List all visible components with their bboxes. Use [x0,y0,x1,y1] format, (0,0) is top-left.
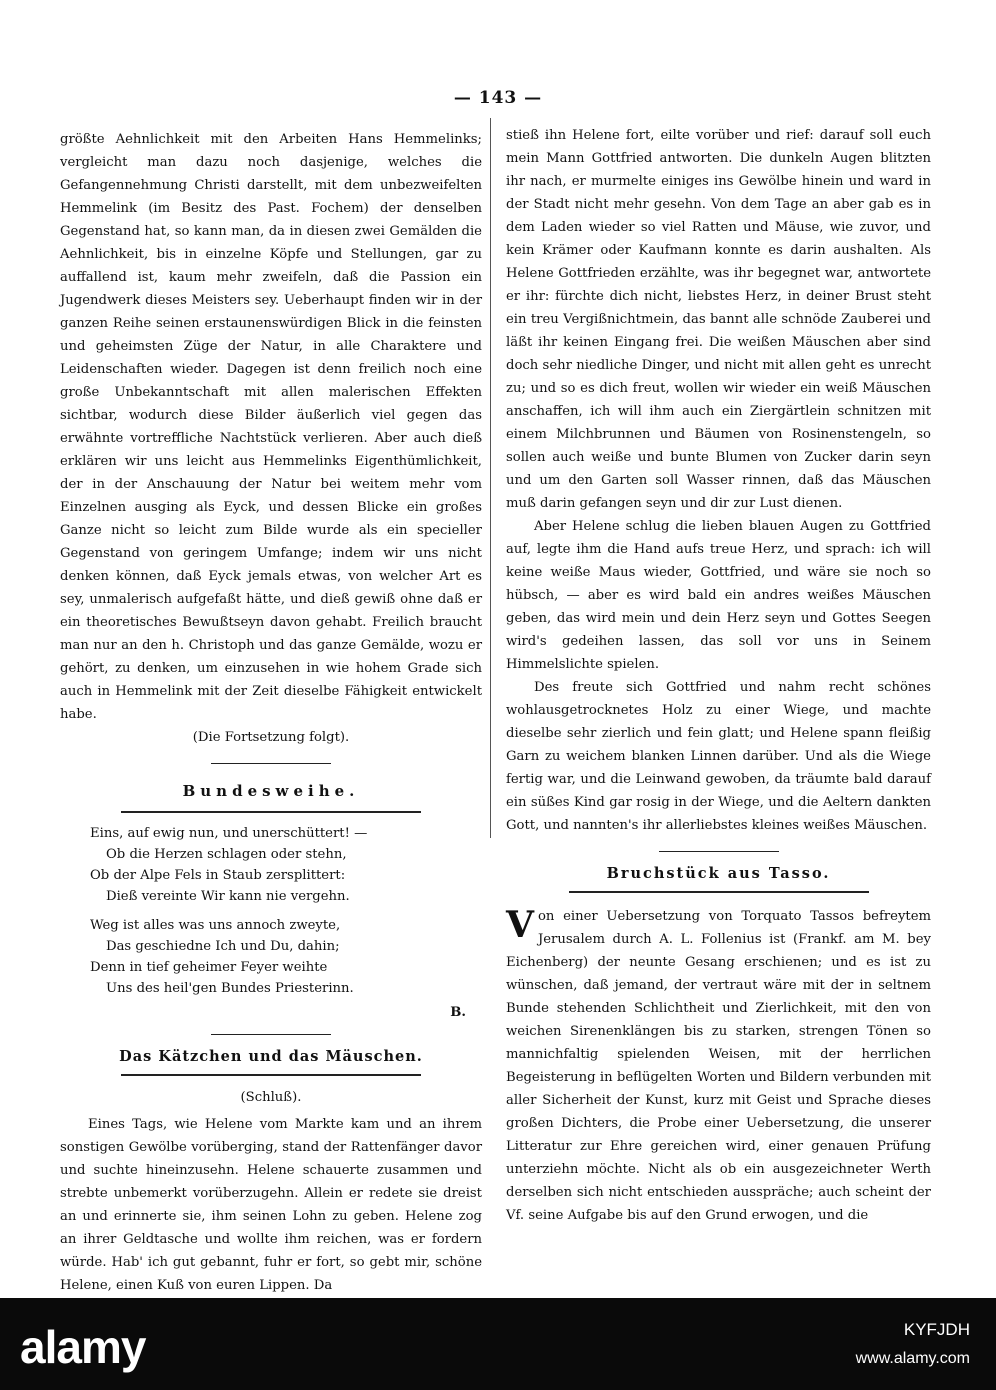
site-url: www.alamy.com [855,1350,970,1367]
verse-line: Das geschiedne Ich und Du, dahin; [106,939,340,954]
verse-line: Ob die Herzen schlagen oder stehn, [106,847,347,862]
story-subtitle: (Schluß). [240,1090,302,1105]
left-paragraph-1: größte Aehnlichkeit mit den Arbeiten Hans Hemmelinks; vergleicht man dazu noch dasjenige, welches die Gefangennehmung Christi darstellt, mit dem unbezweifelten Hemmelink (im Besitz des Past. Fochem) der denselben Gegenstand hat, so kann man, da in diesen zwei Gemälden die Aehnlichkeit, bis in einzelne Köpfe und Stellungen, gar zu auffallend ist, kaum mehr zweifeln, daß die Passion ein Jugendwerk dieses Meisters sey. Ueberhaupt finden wir in der ganzen Reihe seinen erstaunenswürdigen Blick in die feinsten und geheimsten Züge der Natur, in alle Charaktere und Leidenschaften wieder. Dagegen ist denn freilich noch eine große Unbekanntschaft mit allen malerischen Effekten sichtbar, wodurch diese Bilder äußerlich viel gegen das erwähnte vortreffliche Nachtstück verlieren. Aber auch dieß erklären wir uns leicht aus Hemmelinks Eigenthümlichkeit, der in der Anschauung der Natur bei weitem mehr vom Einzelnen ausging als Eyck, und dessen Blicke ein großes Ganze nicht so leicht zum Bilde wurde als ein specieller Gegenstand von geringem Umfange; indem wir uns nicht denken können, daß Eyck jemals etwas, von welcher Art es sey, unmalerisch aufgefaßt hätte, und dieß gewiß ohne daß er ein theoretisches Bewußtseyn davon gehabt. Freilich braucht man nur an den h. Christoph und das ganze Gemälde, wozu er gehört, zu denken, um einzusehen in wie hohem Grade sich auch in Hemmelink mit der Zeit dieselbe Fähigkeit entwickelt habe. [60,132,482,722]
section-rule [211,763,331,764]
verse-line: Weg ist alles was uns annoch zweyte, [90,918,341,933]
verse-line: Dieß vereinte Wir kann nie vergehn. [106,889,350,904]
page-number: — 143 — [453,88,543,108]
title-rule [569,891,869,893]
right-column [506,124,931,1227]
alamy-logo: alamy [20,1321,146,1373]
continuation-note: (Die Fortsetzung folgt). [192,730,350,745]
drop-cap: V [506,904,534,946]
verse-line: Uns des heil'gen Bundes Priesterinn. [106,981,354,996]
title-rule [121,1074,421,1076]
poem-title: Bundesweihe. [182,782,360,800]
left-column [60,128,482,1297]
column-divider [490,118,491,838]
section-title: Bruchstück aus Tasso. [606,865,831,882]
section-rule [659,851,779,852]
watermark-footer [0,1298,996,1390]
right-paragraph-1: stieß ihn Helene fort, eilte vorüber und rief: darauf soll euch mein Mann Gottfried antworten. Die dunkeln Augen blitzten ihr nach, er murmelte einiges ins Gewölbe hinein und ward in der Stadt nicht mehr gesehn. Von dem Tage an aber gab es in dem Laden wieder so viel Ratten und Mäuse, wie zuvor, und kein Krämer oder Kaufmann konnte es darin aushalten. Als Helene Gottfrieden erzählte, was ihr begegnet war, antwortete er ihr: fürchte dich nicht, liebstes Herz, in deiner Brust steht ein treu Vergißnichtmein, das bannt alle schnöde Zauberei und läßt ihr keinen Eingang frei. Die weißen Mäuschen aber sind doch sehr niedliche Dinger, und nicht mit allen geht es unrecht zu; und so es dich freut, wollen wir wieder ein weiß Mäuschen anschaffen, ich will ihm auch ein Ziergärtlein schnitzen mit einem Milchbrunnen und Bäumen von Rosinenstengeln, so sollen auch weiße und bunte Blumen von Zucker darin seyn und um den Garten soll Wasser rinnen, daß das Mäuschen muß darin gefangen seyn und dir zur Lust dienen. [506,128,931,511]
left-paragraph-2: Eines Tags, wie Helene vom Markte kam und an ihrem sonstigen Gewölbe vorüberging, stand der Rattenfänger davor und suchte hineinzusehn. Helene schauerte zusammen und strebte unbemerkt vorüberzugehn. Allein er redete sie dreist an und erinnerte sie, ihm seinen Lohn zu geben. Helene zog an ihrer Geldtasche und wollte ihm reichen, was er fordern würde. Hab' ich gut gebannt, fuhr er fort, so gebt mir, schöne Helene, einen Kuß von euren Lippen. Da [60,1117,482,1293]
verse-line: Denn in tief geheimer Feyer weihte [90,960,328,975]
stanza-1 [90,823,482,907]
right-paragraph-4: on einer Uebersetzung von Torquato Tassos befreytem Jerusalem durch A. L. Follenius ist (Frankf. am M. bey Eichenberg) der neunte Gesang erschienen; und es ist zu wünschen, daß jemand, der vertraut wäre mit der in seltnem Bunde stehenden Schlichtheit und Zierlichkeit, mit den von weichen Sirenenklängen bis zu starken, strengen Tönen so mannichfaltig spielenden Weisen, mit der herrlichen Begeisterung in beflügelten Worten und Bildern verbunden mit aller Sicherheit der Kunst, kurz mit Geist und Sprache dieses großen Dichters, die Probe einer Uebersetzung, die unserer Litteratur zur Ehre gereichen wird, einer genauen Prüfung unterziehn möchte. Nicht als ob ein ausgezeichneter Werth derselben sich nicht entschieden ausspräche; auch scheint der Vf. seine Aufgabe bis auf den Grund erwogen, und die [506,909,931,1223]
stanza-2 [90,915,482,999]
verse-line: Ob der Alpe Fels in Staub zersplittert: [90,868,346,883]
section-rule [211,1034,331,1035]
right-paragraph-2: Aber Helene schlug die lieben blauen Augen zu Gottfried auf, legte ihm die Hand aufs treue Herz, und sprach: ich will keine weiße Maus wieder, Gottfried, und wäre sie noch so hübsch, — aber es wird bald ein andres weißes Mäuschen geben, das wird mein und dein Herz seyn und Gottes Seegen wird's gedeihen lassen, das soll vor uns in Seinem Himmelslichte spielen. [506,519,931,672]
verse-line: Eins, auf ewig nun, und unerschüttert! — [90,826,368,841]
title-rule [121,811,421,813]
image-id: KYFJDH [903,1320,970,1339]
right-paragraph-3: Des freute sich Gottfried und nahm recht schönes wohlausgetrocknetes Holz zu einer Wiege, und machte dieselbe sehr zierlich und fein glatt; und Helene spann fleißig Garn zu weichem blanken Linnen darüber. Und als die Wiege fertig war, und die Leinwand gewoben, da träumte bald darauf ein süßes Kind gar rosig in der Wiege, und die Aeltern dankten Gott, und nannten's ihr allerliebstes kleines weißes Mäuschen. [506,680,931,833]
story-title: Das Kätzchen und das Mäuschen. [119,1048,423,1065]
poem-signature: B. [450,1005,466,1020]
poem [90,823,482,999]
